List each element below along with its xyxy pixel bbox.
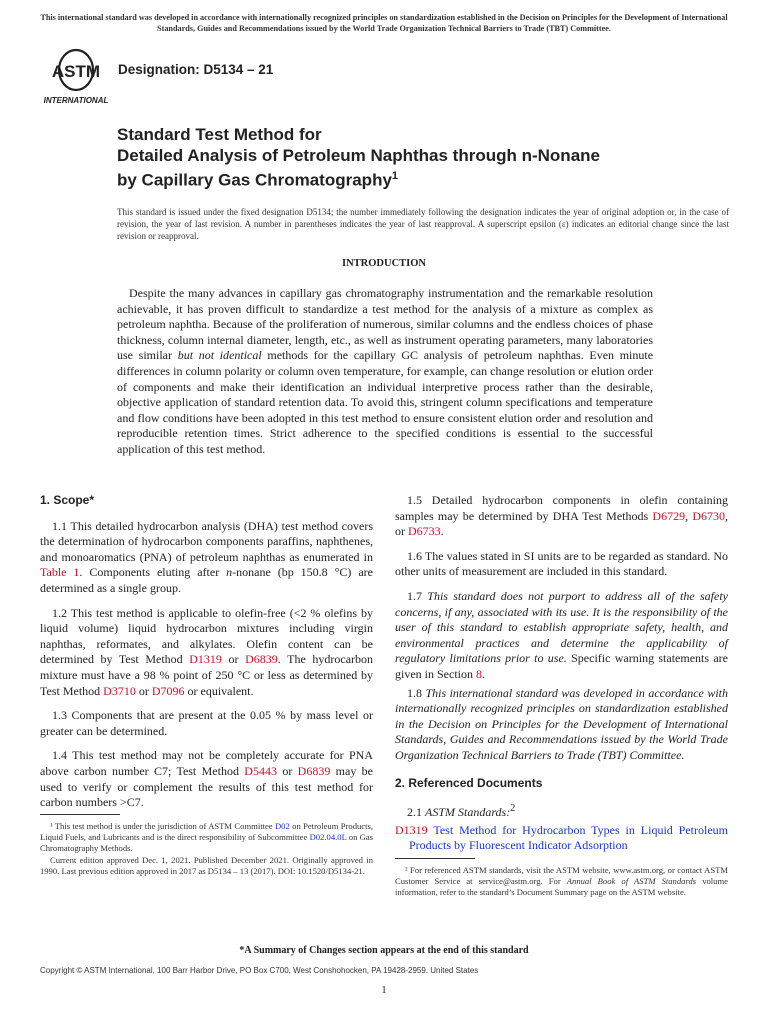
para-1-2: 1.2 This test method is applicable to olefin-free (<2 % olefins by liquid volume) liquid hydrocarbon mixtures including virgin naphthas, reformates, and alkylates. Olefin content can be determined by Test Method D1319 or D6839. The hydrocarbon mixture must have a 98 % point of 250 °C or less as determined by Test Method D3710 or D7096 or equivalent. <box>40 605 374 698</box>
d6839-link[interactable]: D6839 <box>245 652 278 667</box>
reference-title[interactable]: Test Method for Hydrocarbon Types in Liquid Petroleum Products by Fluorescent Indicator Adsorption <box>409 822 728 853</box>
d3710-link[interactable]: D3710 <box>103 683 136 698</box>
d6729-link[interactable]: D6729 <box>652 508 686 523</box>
svg-text:INTERNATIONAL: INTERNATIONAL <box>43 96 109 105</box>
scope-heading: 1. Scope* <box>40 493 95 507</box>
right-column <box>395 493 728 863</box>
copyright: Copyright © ASTM International, 100 Barr Harbor Drive, PO Box C700, West Conshohocken, PA 19428-2959. United States <box>40 966 479 975</box>
standards-principles-note: This international standard was developed in accordance with internationally recognized principles on standardization established in the Decision on Principles for the Development of International Standards, Guides and Recommendations issued by the World Trade Organization Technical Barriers to Trade (TBT) Committee. <box>40 13 728 33</box>
footnote-1: ¹ This test method is under the jurisdiction of ASTM Committee D02 on Petroleum Products, Liquid Fuels, and Lubricants and is the direct responsibility of Subcommittee D02.04.0L on Gas Chromatography Methods. Current edition approved Dec. 1, 2021. Published December 2021. Originally approved in 1990. Last previous edition approved in 2017 as D5134 – 13 (2017). DOI: 10.1520/D5134-21. <box>40 814 373 877</box>
footnote-ref-1[interactable]: 1 <box>391 170 399 182</box>
para-1-4: 1.4 This test method may not be completely accurate for PNA above carbon number C7; Test Method D5443 or D6839 may be used to verify or complement the results of this test method for carbon numbers >C7. <box>40 748 374 810</box>
page-number: 1 <box>381 985 387 996</box>
reference-code[interactable]: D1319 <box>395 822 428 837</box>
reference-d1319[interactable] <box>395 823 728 854</box>
para-1-6: 1.6 The values stated in SI units are to be regarded as standard. No other units of measurement are included in this standard. <box>395 548 728 579</box>
d5443-link[interactable]: D5443 <box>244 763 277 778</box>
d02-link[interactable]: D02 <box>274 821 290 831</box>
title-line-1: Standard Test Method for <box>117 125 322 144</box>
table-1-link[interactable]: Table 1 <box>40 565 80 580</box>
d02-04-0l-link[interactable]: D02.04.0L <box>309 832 347 843</box>
d6730-link[interactable]: D6730 <box>692 508 725 523</box>
para-1-3: 1.3 Components that are present at the 0.05 % by mass level or greater can be determined. <box>40 708 373 738</box>
para-1-7: 1.7 This standard does not purport to address all of the safety concerns, if any, associated with its use. It is the responsibility of the user of this standard to establish appropriate safety, health, and environmental practices and determine the applicability of regulatory limitations prior to use. Specific warning statements are given in Section 8. <box>395 588 728 681</box>
introduction-heading: INTRODUCTION <box>341 258 426 269</box>
page-title <box>117 124 600 191</box>
designation: Designation: D5134 – 21 <box>118 62 274 77</box>
left-column <box>40 493 373 820</box>
title-line-3: by Capillary Gas Chromatography$^1$ <box>117 170 399 190</box>
footnote-ref-2[interactable]: 2 <box>510 803 516 815</box>
footnote-2: ² For referenced ASTM standards, visit the ASTM website, www.astm.org, or contact ASTM Customer Service at service@astm.org. For Annual Book of ASTM Standards volume information, refer to the standard’s Document Summary page on the ASTM website. <box>395 858 728 899</box>
title-line-2: Detailed Analysis of Petroleum Naphthas through n-Nonane <box>117 146 600 165</box>
para-1-8: 1.8 This international standard was developed in accordance with internationally recognized principles on standardization established in the Decision on Principles for the Development of International Standards, Guides and Recommendations issued by the World Trade Organization Technical Barriers to Trade (TBT) Committee. <box>395 685 729 762</box>
d6733-link[interactable]: D6733 <box>408 524 441 539</box>
issued-note: This standard is issued under the fixed designation D5134; the number immediately following the designation indicates the year of original adoption or, in the case of revision, the year of last revision. A number in parentheses indicates the year of last reapproval. A superscript epsilon (ε) indicates an editorial change since the last revision or reapproval. <box>117 207 729 242</box>
astm-logo <box>40 48 112 106</box>
d7096-link[interactable]: D7096 <box>151 683 185 698</box>
astm-logo-mark <box>40 48 112 106</box>
footnote-divider-2 <box>395 858 475 859</box>
para-1-1: 1.1 This detailed hydrocarbon analysis (DHA) test method covers the determination of hydrocarbon components paraffins, naphthenes, and monoaromatics (PNA) of petroleum naphthas as enumerated in Table 1. Components eluting after n-nonane (bp 150.8 °C) are determined as a single group. <box>40 518 373 595</box>
d6839-link-2[interactable]: D6839 <box>297 763 331 778</box>
para-1-5: 1.5 Detailed hydrocarbon components in olefin containing samples may be determined by DHA Test Methods D6729, D6730, or D6733. <box>395 493 728 539</box>
para-2-1: 2.1 ASTM Standards:$^2$ <box>407 803 516 820</box>
referenced-documents-heading: 2. Referenced Documents <box>395 775 543 790</box>
summary-of-changes-note: *A Summary of Changes section appears at the end of this standard <box>239 945 529 956</box>
svg-text:ASTM: ASTM <box>51 62 101 81</box>
introduction-paragraph: Despite the many advances in capillary gas chromatography instrumentation and the remarkable resolution achievable, it has proven difficult to standardize a test method for the analysis of a mixture as complex as petroleum naphtha. Because of the proliferation of numerous, similar columns and the endless choices of phase thickness, column internal diameter, length, etc., as well as instrument operating parameters, many laboratories use similar but not identical methods for the capillary GC analysis of petroleum naphthas. Even minute differences in column polarity or column oven temperature, for example, can change resolution or elution order of components and make their identification an individual interpretive process rather than the desirable, objective application of standard retention data. To avoid this, stringent column specifications and temperature and flow conditions have been adopted in this test method to ensure consistent elution order and resolution and reproducible retention times. Strict adherence to the specified conditions is essential to the successful application of this test method. <box>117 286 654 456</box>
d1319-link[interactable]: D1319 <box>189 652 222 667</box>
footnote-divider <box>40 814 120 815</box>
section-8-link[interactable]: 8 <box>476 666 482 681</box>
